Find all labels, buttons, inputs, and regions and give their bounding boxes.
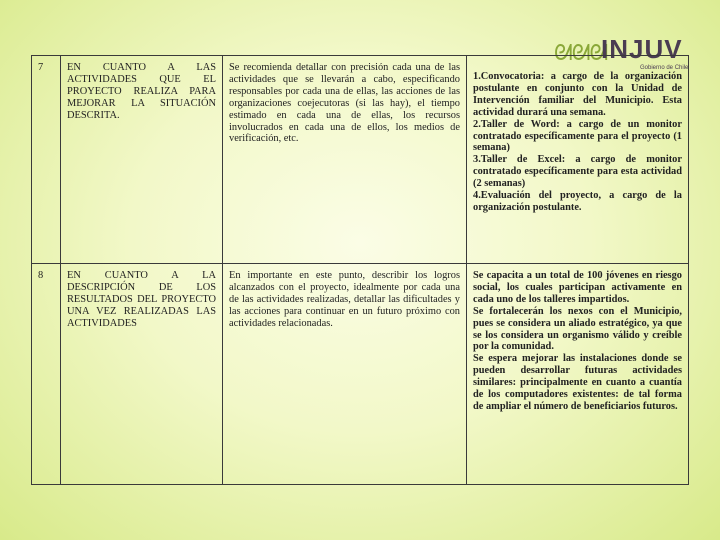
logo-swirl-icon: ᘛᘛᘛ [554,40,608,65]
result-line: Se fortalecerán los nexos con el Municipio, pues se considera un aliado estratégico, ya que se los considera un organismo válido y creíble por la comunidad. [473,305,682,353]
result-line: 2.Taller de Word: a cargo de un monitor contratado específicamente para el proyecto (1 semana) [473,118,682,154]
activities-table [31,55,689,485]
row-number: 8 [32,264,61,485]
result-cell [467,56,689,264]
result-line: Se espera mejorar las instalaciones donde se pueden desarrollar futuras actividades similares: principalmente en cuanto a cuantía de los computadores existentes: de tal forma de ampliar el número de beneficiarios futuros. [473,353,682,412]
table-row [32,56,689,264]
activity-cell: EN CUANTO A LAS ACTIVIDADES QUE EL PROYECTO REALIZA PARA MEJORAR LA SITUACIÓN DESCRITA. [61,56,223,264]
logo-subtitle: Gobierno de Chile [640,65,689,71]
result-line: 1.Convocatoria: a cargo de la organización postulante en conjunto con la Unidad de Intervención familiar del Municipio. Esta actividad durará una semana. [473,71,682,118]
table-row [32,264,689,485]
activity-cell: EN CUANTO A LA DESCRIPCIÓN DE LOS RESULTADOS DEL PROYECTO UNA VEZ REALIZADAS LAS ACTIVIDADES [61,264,223,485]
result-line: Se capacita a un total de 100 jóvenes en riesgo social, los cuales participan activamente en cada uno de los talleres impartidos. [473,270,682,305]
logo-brand: INJUV [601,34,683,64]
result-line: 3.Taller de Excel: a cargo de monitor contratado específicamente para esta actividad (2 semanas) [473,154,682,190]
description-cell: Se recomienda detallar con precisión cada una de las actividades que se llevarán a cabo, especificando responsables por cada una de ellas, las acciones de las organizaciones coejecutoras (si las hay), el tiempo estimado en cada una de ellas, los recursos involucrados en cada una de ellos, los medios de verificación, etc. [223,56,467,264]
result-cell [467,264,689,485]
row-number: 7 [32,56,61,264]
result-line: 4.Evaluación del proyecto, a cargo de la organización postulante. [473,190,682,213]
description-cell: En importante en este punto, describir los logros alcanzados con el proyecto, idealmente por cada una de las actividades realizadas, detallar las dificultades y las acciones para continuar en un futuro próximo con actividades relacionadas. [223,264,467,485]
